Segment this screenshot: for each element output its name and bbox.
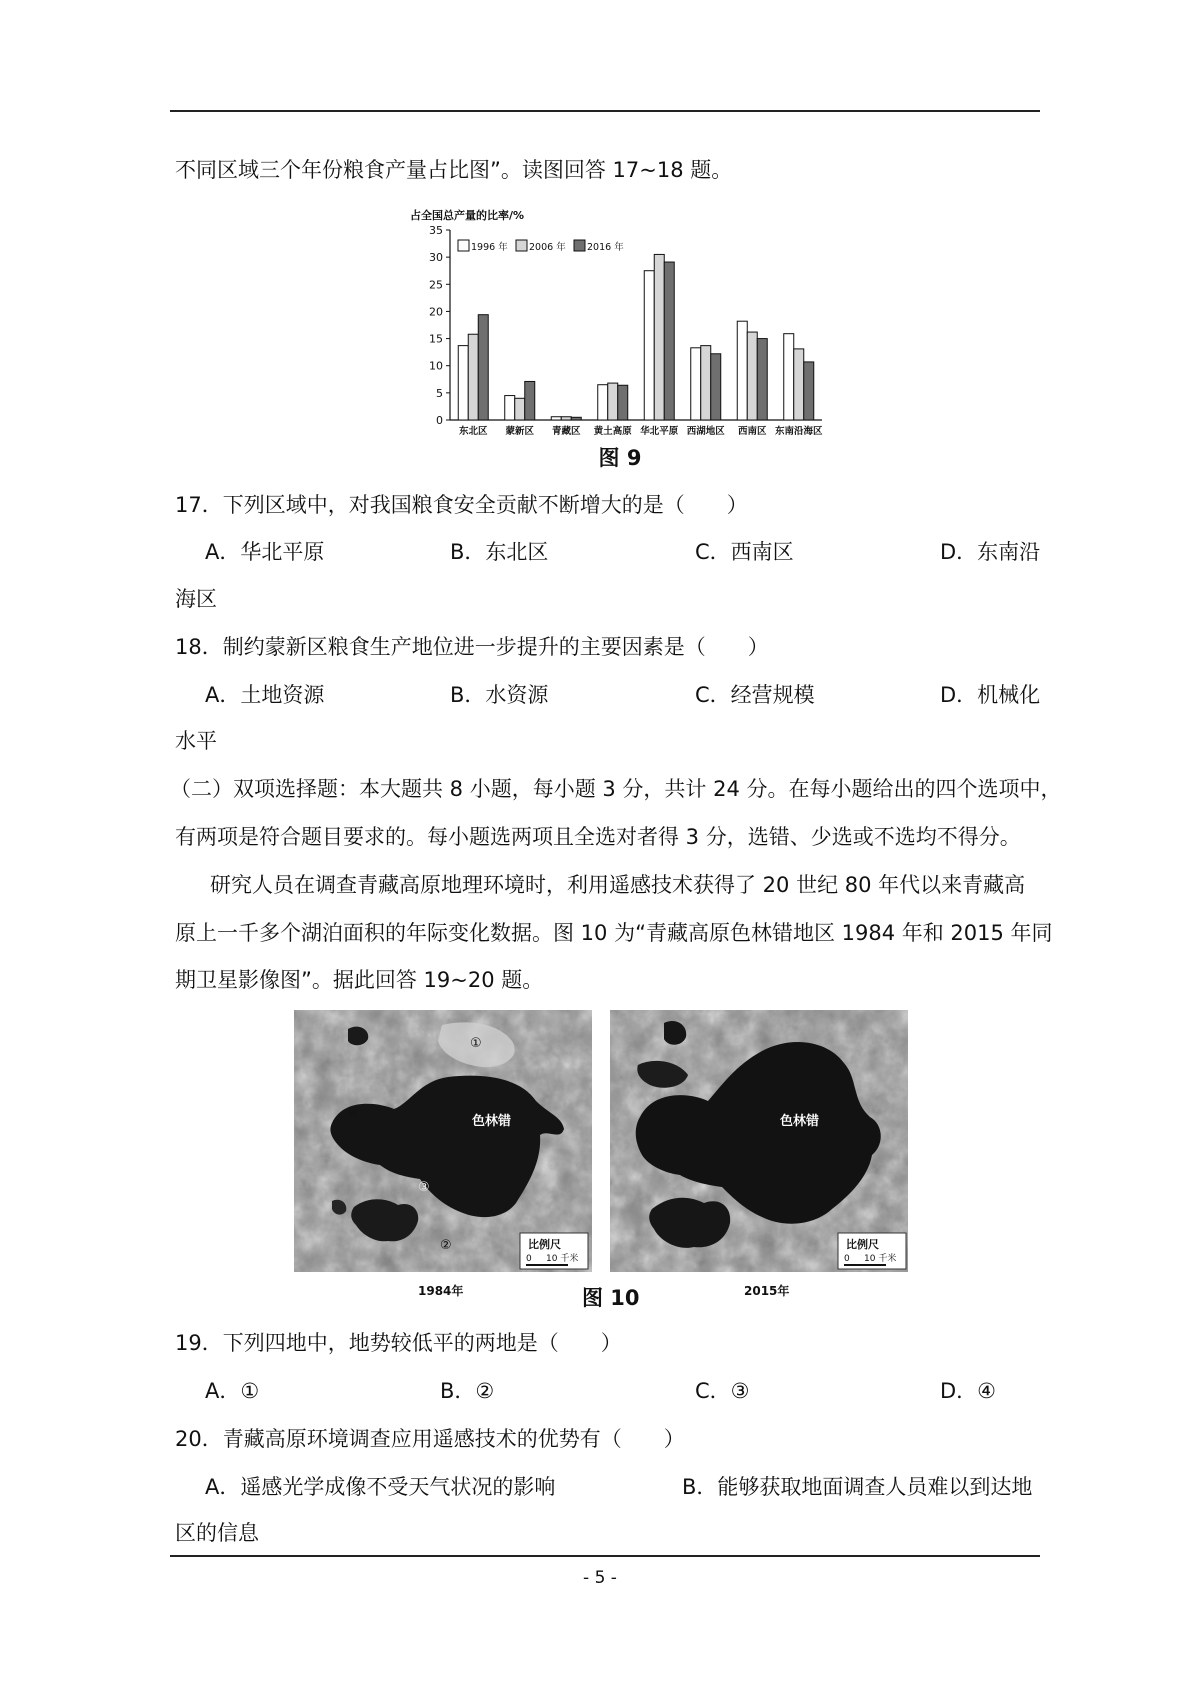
bar	[644, 271, 654, 420]
scale-title-1984: 比例尺	[528, 1238, 561, 1251]
page-number: - 5 -	[583, 1568, 617, 1588]
q18-option-d-cont: 水平	[175, 729, 217, 753]
bar	[747, 332, 757, 420]
y-tick-label: 20	[429, 305, 443, 319]
y-tick-label: 35	[429, 224, 443, 237]
bar	[757, 339, 767, 420]
q20-option-a[interactable]: A．遥感光学成像不受天气状况的影响	[205, 1475, 556, 1499]
q18-stem: 18．制约蒙新区粮食生产地位进一步提升的主要因素是（ ）	[175, 635, 769, 659]
category-label: 西湖地区	[686, 426, 725, 437]
bar	[804, 362, 814, 420]
bar	[478, 315, 488, 420]
legend-swatch	[516, 240, 527, 251]
section2-line2: 有两项是符合题目要求的。每小题选两项且全选对者得 3 分，选错、少选或不选均不得分。	[175, 825, 1021, 849]
year-2015: 2015年	[744, 1284, 790, 1298]
legend-label: 2006 年	[529, 242, 566, 253]
scale-zero-2015: 0	[844, 1254, 850, 1264]
q19-stem: 19．下列四地中，地势较低平的两地是（ ）	[175, 1331, 622, 1355]
legend-label: 1996 年	[471, 242, 508, 253]
bar	[551, 417, 561, 420]
lake-label-2015: 色林错	[780, 1114, 820, 1129]
bar	[561, 417, 571, 420]
q20-option-b-cont: 区的信息	[175, 1521, 259, 1545]
legend-label: 2016 年	[587, 242, 624, 253]
category-label: 黄土高原	[593, 426, 632, 437]
y-axis-title: 占全国总产量的比率/%	[410, 209, 525, 222]
passage-line2: 原上一千多个湖泊面积的年际变化数据。图 10 为“青藏高原色林错地区 1984 年和 2015 年同	[175, 921, 1053, 945]
figure-10-caption: 图 10	[582, 1286, 640, 1310]
marker-4: ④	[348, 1106, 360, 1121]
bar	[458, 346, 468, 420]
y-tick-label: 10	[429, 359, 443, 373]
q20-option-b[interactable]: B．能够获取地面调查人员难以到达地	[682, 1475, 1033, 1499]
q19-option-c[interactable]: C．③	[695, 1379, 750, 1403]
scale-value-2015: 10 千米	[864, 1254, 897, 1264]
marker-1: ①	[470, 1036, 482, 1051]
marker-3: ③	[418, 1180, 430, 1195]
figure-9-caption: 图 9	[598, 446, 642, 470]
passage-line1: 研究人员在调查青藏高原地理环境时，利用遥感技术获得了 20 世纪 80 年代以来青藏高	[210, 873, 1026, 897]
category-label: 东南沿海区	[774, 426, 823, 437]
category-label: 华北平原	[640, 426, 679, 437]
q17-stem: 17．下列区域中，对我国粮食安全贡献不断增大的是（ ）	[175, 493, 748, 517]
category-label: 东北区	[458, 426, 488, 437]
q17-option-a[interactable]: A．华北平原	[205, 540, 325, 564]
bar	[515, 398, 525, 420]
y-tick-label: 5	[436, 386, 443, 400]
q19-option-b[interactable]: B．②	[440, 1379, 495, 1403]
bar	[784, 334, 794, 420]
marker-2: ②	[440, 1238, 452, 1253]
intro-line: 不同区域三个年份粮食产量占比图”。读图回答 17~18 题。	[175, 158, 733, 182]
legend-swatch	[574, 240, 585, 251]
satellite-image-figure	[292, 1005, 912, 1310]
satellite-image-2015	[610, 1010, 908, 1298]
bar	[654, 254, 664, 420]
scale-value-1984: 10 千米	[546, 1254, 579, 1264]
bar	[598, 385, 608, 420]
legend-swatch	[458, 240, 469, 251]
y-tick-label: 30	[429, 251, 443, 265]
bar	[701, 346, 711, 420]
q17-option-b[interactable]: B．东北区	[450, 540, 549, 564]
bar	[571, 417, 581, 420]
bar	[664, 262, 674, 420]
category-label: 西南区	[737, 426, 767, 437]
passage-line3: 期卫星影像图”。据此回答 19~20 题。	[175, 968, 544, 992]
satellite-image-1984	[294, 1010, 592, 1298]
q19-option-d[interactable]: D．④	[940, 1379, 996, 1403]
category-label: 蒙新区	[505, 426, 535, 437]
bar	[525, 381, 535, 420]
lake-label-1984: 色林错	[472, 1114, 512, 1129]
footer-rule	[170, 1555, 1040, 1557]
section2-line1: （二）双项选择题：本大题共 8 小题，每小题 3 分，共计 24 分。在每小题给出的四个选项中，	[170, 777, 1062, 801]
q19-option-a[interactable]: A．①	[205, 1379, 260, 1403]
scale-zero-1984: 0	[526, 1254, 532, 1264]
q17-option-d[interactable]: D．东南沿	[940, 540, 1041, 564]
bar	[711, 354, 721, 420]
header-rule	[170, 110, 1040, 112]
q18-option-a[interactable]: A．土地资源	[205, 683, 325, 707]
q18-option-d[interactable]: D．机械化	[940, 683, 1041, 707]
q20-stem: 20．青藏高原环境调查应用遥感技术的优势有（ ）	[175, 1427, 685, 1451]
bar	[691, 348, 701, 420]
scale-title-2015: 比例尺	[846, 1238, 879, 1251]
bar	[505, 396, 515, 420]
bar	[618, 385, 628, 420]
y-tick-label: 15	[429, 332, 443, 346]
grain-production-chart	[410, 205, 830, 465]
q17-option-d-cont: 海区	[175, 587, 217, 611]
bar	[608, 383, 618, 420]
q17-option-c[interactable]: C．西南区	[695, 540, 794, 564]
y-tick-label: 0	[436, 414, 443, 427]
bar	[794, 349, 804, 420]
bar	[468, 334, 478, 420]
bar	[737, 321, 747, 420]
q18-option-c[interactable]: C．经营规模	[695, 683, 815, 707]
year-1984: 1984年	[418, 1284, 464, 1298]
category-label: 青藏区	[551, 426, 581, 437]
y-tick-label: 25	[429, 278, 443, 292]
q18-option-b[interactable]: B．水资源	[450, 683, 549, 707]
